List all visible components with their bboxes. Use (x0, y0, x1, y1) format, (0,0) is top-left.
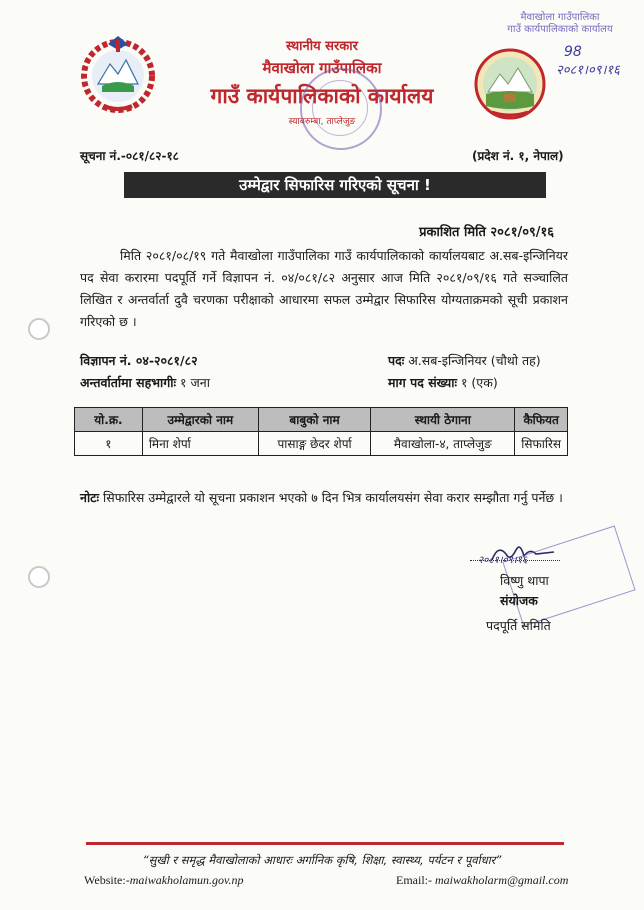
note-label: नोटः (80, 490, 100, 505)
office-seal-stamp (300, 68, 382, 150)
col-address: स्थायी ठेगाना (371, 408, 515, 432)
table-header-row (75, 408, 568, 432)
interview-participants (80, 374, 210, 391)
col-father-name: बाबुको नाम (258, 408, 371, 432)
footer-email (396, 873, 568, 888)
office-address: स्याबरुम्बा, ताप्लेजुङ (288, 117, 356, 127)
signatory-name: विष्णु थापा (500, 573, 549, 588)
signatory-committee: पदपूर्ति समिति (486, 618, 551, 633)
interview-label: अन्तर्वार्तामा सहभागीः (80, 375, 177, 390)
office-name: गाउँ कार्यपालिकाको कार्यालय (210, 84, 434, 108)
notice-title: उम्मेद्वार सिफारिस गरिएको सूचना ! (239, 176, 431, 194)
note (80, 488, 580, 508)
province-label: (प्रदेश नं. १, नेपाल) (472, 149, 564, 163)
col-serial: यो.क्र. (75, 408, 143, 432)
interview-value: १ जना (180, 375, 210, 390)
cell-address: मैवाखोला-४, ताप्लेजुङ (371, 432, 515, 456)
signature-date: २०८१।०९।१६ (478, 555, 528, 566)
demand-value: १ (एक) (460, 375, 498, 390)
receipt-date: २०८१।०९।१६ (556, 63, 620, 78)
website-label: Website:- (84, 873, 130, 887)
footer-divider (86, 842, 564, 845)
receipt-stamp (500, 12, 620, 36)
ad-number: विज्ञापन नं. ०४-२०८१/८२ (80, 353, 198, 368)
table-row (75, 432, 568, 456)
notice-title-banner (124, 172, 546, 198)
post-info (388, 352, 541, 369)
demand-label: माग पद संख्याः (388, 375, 457, 390)
cell-candidate-name: मिना शेर्पा (142, 432, 258, 456)
notice-number: सूचना नं.-०८१/८२-१८ (80, 149, 179, 163)
footer-website (84, 873, 243, 888)
cell-remarks: सिफारिस (515, 432, 568, 456)
email-link[interactable]: maiwakholarm@gmail.com (435, 873, 569, 887)
email-label: Email:- (396, 873, 432, 887)
website-link[interactable]: maiwakholamun.gov.np (129, 873, 244, 887)
demand-info (388, 374, 498, 391)
signatory-title: संयोजक (500, 593, 538, 608)
government-label: स्थानीय सरकार (286, 39, 358, 54)
col-candidate-name: उम्मेद्वारको नाम (142, 408, 258, 432)
cell-father-name: पासाङ्ग छेदर शेर्पा (258, 432, 371, 456)
post-label: पदः (388, 353, 405, 368)
binder-hole-top (28, 318, 50, 340)
note-text: सिफारिस उम्मेद्वारले यो सूचना प्रकाशन भएको ७ दिन भित्र कार्यालयसंग सेवा करार सम्झौता गर्नु पर्नेछ । (103, 490, 563, 505)
municipality-name: मैवाखोला गाउँपालिका (262, 59, 382, 77)
receipt-number: 98 (564, 44, 582, 60)
cell-serial: १ (75, 432, 143, 456)
footer-motto: “सुखी र समृद्ध मैवाखोलाको आधारः अर्गानिक कृषि, शिक्षा, स्वास्थ्य, पर्यटन र पूर्वाधार” (142, 853, 502, 867)
col-remarks: कैफियत (515, 408, 568, 432)
notice-body: मिति २०८१/०८/१९ गते मैवाखोला गाउँपालिका गाउँ कार्यपालिकाको कार्यालयबाट अ.सब-इन्जिनियर पद सेवा करारमा पदपूर्ति गर्ने विज्ञापन नं. ०४/०८१/८२ अनुसार आज मिति २०८१/०९/१६ गते सञ्चालित लिखित र अन्तर्वार्ता दुवै चरणका परीक्षाको आधारमा सफल उम्मेद्वार सिफारिस योग्यताक्रमको सूची प्रकाशन गरिएको छ । (80, 248, 568, 329)
post-value: अ.सब-इन्जिनियर (चौथो तह) (408, 353, 541, 368)
candidate-table (74, 407, 568, 456)
binder-hole-bottom (28, 566, 50, 588)
receipt-stamp-line1: मैवाखोला गाउँपालिका (520, 12, 600, 23)
receipt-stamp-line2: गाउँ कार्यपालिकाको कार्यालय (507, 24, 613, 35)
published-date: प्रकाशित मिति २०८१/०९/१६ (419, 225, 554, 240)
